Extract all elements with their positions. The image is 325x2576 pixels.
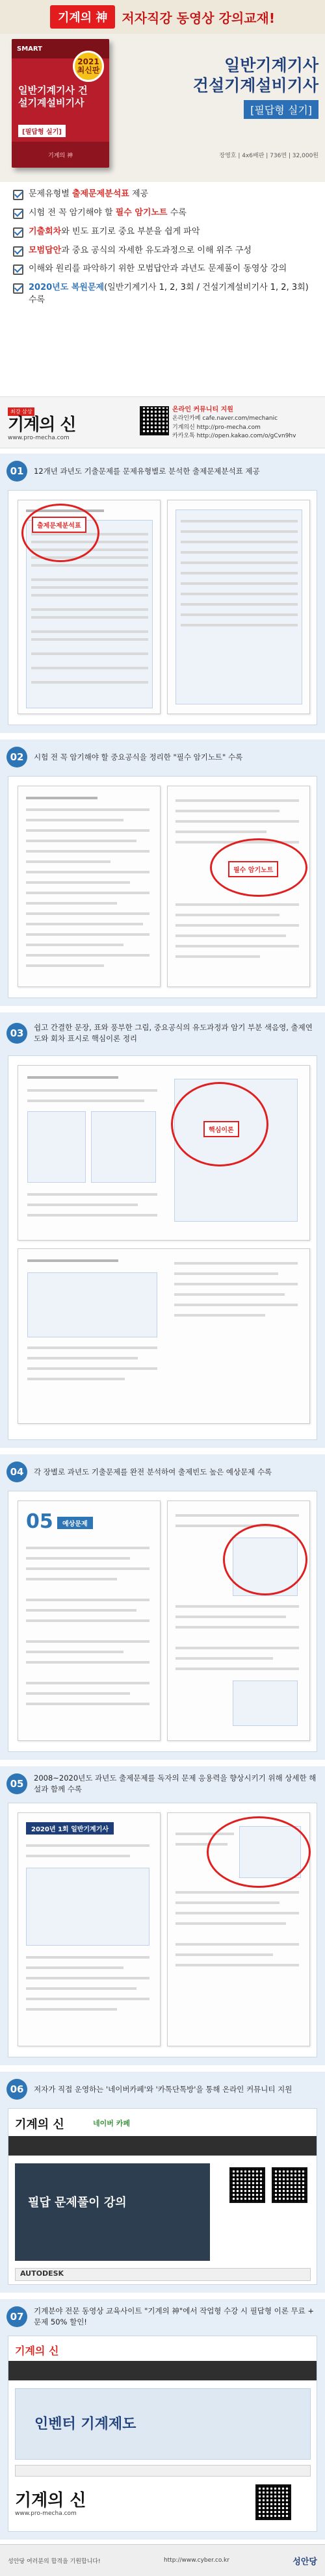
checkbox-icon bbox=[13, 283, 23, 294]
section-02-number: 02 bbox=[6, 747, 27, 767]
footer-slogan: 성안당 여러분의 합격을 기원합니다! bbox=[8, 2558, 101, 2565]
checkbox-icon bbox=[13, 246, 23, 257]
section-03-number: 03 bbox=[6, 1023, 27, 1044]
section-06 bbox=[0, 2072, 325, 2293]
qr-code-icon[interactable] bbox=[229, 2167, 265, 2203]
feature-text-part: 과 중요 공식의 자세한 유도과정으로 이해 위주 구성 bbox=[61, 245, 252, 255]
feature-highlight: 출제문제분석표 bbox=[72, 189, 129, 199]
diagram-figure bbox=[233, 1681, 298, 1726]
section-01 bbox=[0, 454, 325, 733]
community-bar bbox=[0, 396, 325, 448]
banner-tag: 기계의 神 bbox=[50, 5, 115, 29]
banner-text: 저자직강 동영상 강의교재! bbox=[122, 10, 275, 26]
section-03-panel bbox=[8, 1055, 317, 1440]
section-06-number: 06 bbox=[6, 2079, 27, 2100]
section-04-panel bbox=[8, 1491, 317, 1752]
section-05 bbox=[0, 1766, 325, 2065]
edition-seal bbox=[73, 51, 104, 82]
section-07-header bbox=[6, 2306, 318, 2328]
chapter-label: 예상문제 bbox=[57, 1517, 93, 1529]
autodesk-bar bbox=[15, 2465, 311, 2477]
bottom-logo-url[interactable]: www.pro-mecha.com bbox=[15, 2510, 77, 2517]
feature-text-part: (일반기계기사 1, 2, 3회 / 건설기계설비기사 1, 2, 3회) 수록 bbox=[29, 283, 309, 305]
feature-text-part: 제공 bbox=[129, 189, 149, 199]
theory-spread-1 bbox=[18, 1065, 310, 1241]
section-04-number: 04 bbox=[6, 1462, 27, 1482]
feature-text-part: 이해와 원리를 파악하기 위한 모범답안과 과년도 문제풀이 동영상 강의 bbox=[29, 264, 287, 274]
section-06-header bbox=[6, 2078, 318, 2100]
diagram-figure bbox=[91, 1111, 156, 1183]
book-header: SMART bbox=[12, 39, 109, 58]
checkbox-icon bbox=[13, 190, 23, 200]
feature-text-part: 수록 bbox=[167, 207, 187, 218]
lecture-banner[interactable] bbox=[15, 2163, 210, 2261]
cafe-label[interactable]: 네이버 카페 bbox=[93, 2119, 130, 2128]
diagram-figure bbox=[27, 1111, 86, 1183]
logo-text: 기계의 신 bbox=[8, 415, 76, 435]
community-line3[interactable]: 카카오톡 http://open.kakao.com/o/gCvn9hv bbox=[172, 433, 296, 439]
sample-page-right bbox=[167, 500, 310, 714]
section-03-callout: 핵심이론 bbox=[203, 1121, 239, 1137]
site-nav-bar bbox=[8, 2136, 317, 2156]
feature-item bbox=[13, 207, 312, 220]
section-01-callout: 출제문제분석표 bbox=[32, 517, 86, 533]
footer-url[interactable]: http://www.cyber.co.kr bbox=[163, 2557, 229, 2564]
chapter-number: 05 bbox=[26, 1510, 53, 1533]
section-05-header bbox=[6, 1773, 318, 1795]
hero-title-line1: 일반기계기사 bbox=[224, 56, 318, 75]
feature-highlight: 필수 암기노트 bbox=[115, 207, 168, 218]
feature-item bbox=[13, 188, 312, 201]
feature-text bbox=[29, 245, 252, 257]
exam-title: 2020년 1회 일반기계기사 bbox=[26, 1822, 114, 1835]
section-04-text: 각 장별로 과년도 기출문제를 완전 분석하여 출제빈도 높은 예상문제 수록 bbox=[34, 1467, 272, 1476]
feature-list bbox=[0, 182, 325, 396]
book-subtitle: [필답형 실기] bbox=[18, 125, 66, 137]
note-page-left bbox=[18, 786, 161, 987]
top-banner bbox=[0, 0, 325, 34]
section-01-number: 01 bbox=[6, 461, 27, 482]
feature-text bbox=[29, 282, 312, 307]
data-table bbox=[26, 1868, 150, 1946]
feature-highlight: 기출회차 bbox=[29, 226, 62, 237]
hero-title-line2: 건설기계설비기사 bbox=[192, 76, 318, 96]
section-02-header bbox=[6, 746, 318, 768]
community-line2[interactable]: 기계의신 http://pro-mecha.com bbox=[172, 424, 261, 431]
book-bottom-brand: 기계의 神 bbox=[12, 142, 109, 168]
section-01-text: 12개년 과년도 기출문제를 문제유형별로 분석한 출제문제분석표 제공 bbox=[34, 466, 260, 476]
feature-text-part: 문제유형별 bbox=[29, 189, 72, 199]
course-banner-title: 인벤터 기계제도 bbox=[34, 2416, 136, 2432]
checkbox-icon bbox=[13, 227, 23, 238]
section-03-text: 쉽고 간결한 문장, 표와 풍부한 그림, 중요공식의 유도과정과 암기 부분 색음영, 출제연도와 회차 표시로 핵심이론 정리 bbox=[34, 1023, 313, 1043]
section-07 bbox=[0, 2299, 325, 2540]
hero-section bbox=[0, 0, 325, 182]
section-07-text: 기계분야 전문 동영상 교육사이트 "기계의 神"에서 작업형 수강 시 필답형 이론 무료 + 문제 50% 할인! bbox=[34, 2306, 315, 2326]
section-01-header bbox=[6, 460, 318, 482]
publisher-logo: 성안당 bbox=[292, 2557, 317, 2567]
section-06-text: 저자가 직접 운영하는 '네이버카페'와 '카톡단톡방'을 통해 온라인 커뮤니티 지원 bbox=[34, 2084, 292, 2094]
section-03-header bbox=[6, 1019, 318, 1048]
lecture-banner-title: 필답 문제풀이 강의 bbox=[28, 2196, 127, 2209]
section-02-callout: 필수 암기노트 bbox=[228, 861, 278, 877]
feature-text-part: 와 빈도 표기로 중요 부분을 쉽게 파악 bbox=[61, 226, 200, 237]
section-07-panel bbox=[8, 2336, 317, 2532]
section-03 bbox=[0, 1012, 325, 1448]
section-02 bbox=[0, 740, 325, 1006]
community-title: 온라인 커뮤니티 지원 bbox=[172, 406, 233, 413]
checkbox-icon bbox=[13, 209, 23, 219]
theory-spread-2 bbox=[18, 1248, 310, 1424]
section-05-panel bbox=[8, 1803, 317, 2057]
book-meta: 장영호 | 4x6배판 | 736면 | 32,000원 bbox=[219, 153, 318, 159]
footer bbox=[0, 2544, 325, 2576]
feature-item bbox=[13, 282, 312, 307]
logo-tag: 최강 삼상 bbox=[8, 407, 34, 416]
highlight-circle bbox=[207, 1816, 311, 1888]
hero-edition: [필답형 실기] bbox=[244, 100, 318, 119]
community-line1[interactable]: 온라인카페 cafe.naver.com/mechanic bbox=[172, 415, 278, 422]
seal-year: 2021 bbox=[77, 57, 99, 66]
section-07-number: 07 bbox=[6, 2306, 27, 2327]
section-02-panel bbox=[8, 776, 317, 998]
site-logo[interactable]: 기계의 신 bbox=[15, 2118, 64, 2132]
highlight-circle bbox=[223, 1524, 307, 1595]
section-05-number: 05 bbox=[6, 1773, 27, 1794]
qr-code-icon[interactable] bbox=[255, 2484, 291, 2520]
book-title: 일반기계기사 건설기계설비기사 bbox=[18, 84, 88, 109]
feature-highlight: 모범답안 bbox=[29, 245, 62, 255]
section-01-panel bbox=[8, 490, 317, 725]
feature-item bbox=[13, 226, 312, 238]
logo-url[interactable]: www.pro-mecha.com bbox=[8, 434, 70, 441]
section-04 bbox=[0, 1454, 325, 1760]
feature-item bbox=[13, 245, 312, 257]
section-04-header bbox=[6, 1461, 318, 1483]
feature-text bbox=[29, 263, 287, 276]
feature-text-part: 시험 전 꼭 암기해야 할 bbox=[29, 207, 116, 218]
site-brand[interactable]: 기계의 신 bbox=[15, 2345, 59, 2357]
feature-text bbox=[29, 226, 200, 238]
community-info bbox=[172, 405, 318, 441]
feature-text bbox=[29, 188, 148, 201]
section-05-text: 2008~2020년도 과년도 출제문제를 독자의 문제 응용력을 향상시키기 위해 상세한 해설과 함께 수록 bbox=[34, 1773, 317, 1794]
autodesk-logo: AUTODESK bbox=[20, 2269, 64, 2278]
qr-code-icon[interactable] bbox=[140, 406, 169, 435]
section-06-panel bbox=[8, 2108, 317, 2285]
problem-page-left bbox=[18, 1501, 161, 1741]
diagram-figure bbox=[27, 1272, 157, 1337]
feature-text bbox=[29, 207, 187, 220]
bottom-logo[interactable]: 기계의 신 bbox=[15, 2491, 86, 2510]
checkbox-icon bbox=[13, 264, 23, 275]
hero-title bbox=[143, 55, 318, 119]
feature-item bbox=[13, 263, 312, 276]
book-cover bbox=[12, 39, 109, 168]
seal-label: 최신판 bbox=[77, 66, 100, 75]
feature-highlight: 2020년도 복원문제 bbox=[29, 283, 105, 293]
highlight-circle bbox=[21, 504, 99, 562]
exam-page-left bbox=[18, 1812, 161, 2046]
brand-logo[interactable] bbox=[8, 404, 105, 443]
qr-code-icon[interactable] bbox=[272, 2167, 307, 2203]
section-02-text: 시험 전 꼭 암기해야 할 중요공식을 정리한 "필수 암기노트" 수록 bbox=[34, 752, 243, 762]
site-nav-bar bbox=[8, 2361, 317, 2380]
